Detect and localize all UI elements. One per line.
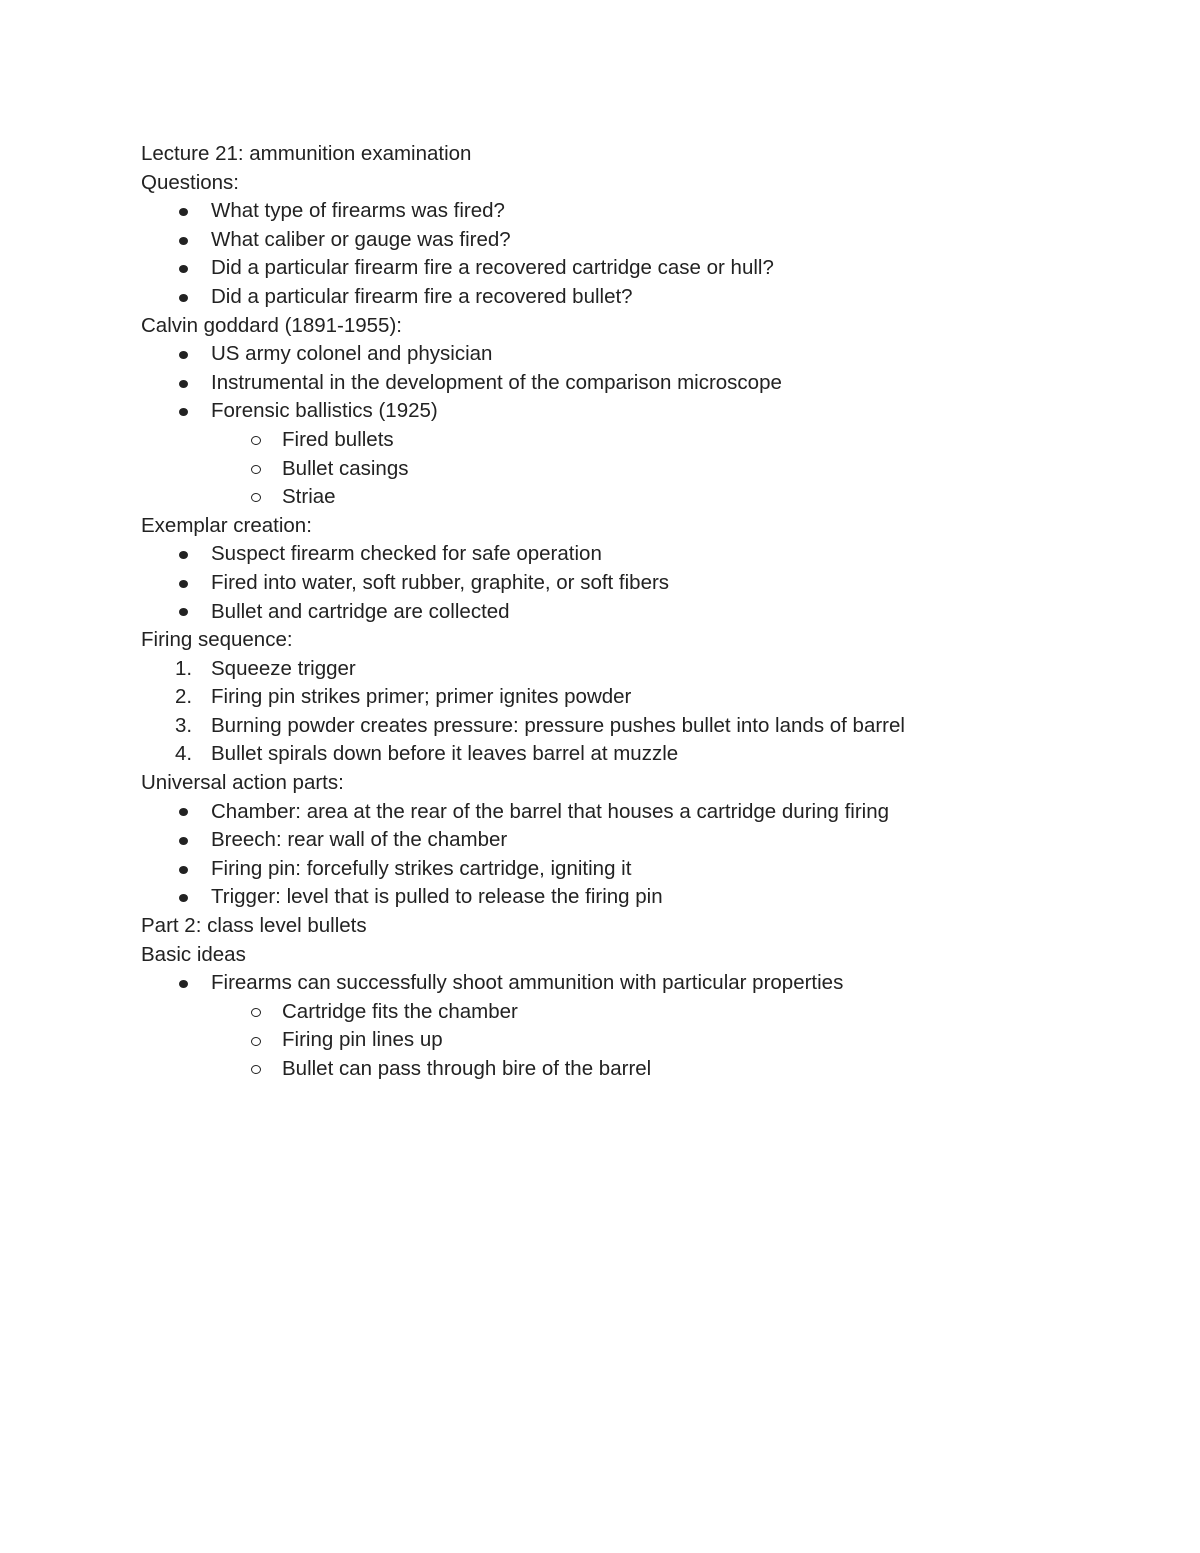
numbered-list-item: [141, 740, 1041, 769]
bullet-icon: [179, 569, 188, 598]
numbered-list-item: [141, 655, 1041, 684]
section-heading-questions: Questions:: [141, 170, 239, 194]
list-number: 3.: [175, 713, 193, 737]
bullet-icon: [179, 226, 188, 255]
list-item-text: Firearms can successfully shoot ammunition with particular properties: [211, 971, 844, 995]
sub-list-item-text: Cartridge fits the chamber: [282, 999, 518, 1023]
list-item: [141, 569, 1041, 598]
sub-list-item: [141, 426, 1041, 455]
list-item: [141, 598, 1041, 627]
bullet-icon: [179, 798, 188, 827]
bullet-icon: [179, 855, 188, 884]
sub-list-item: [141, 455, 1041, 484]
section-heading-firing-sequence: Firing sequence:: [141, 628, 293, 652]
hollow-bullet-icon: [251, 455, 261, 484]
list-item: [141, 369, 1041, 398]
document-page: [141, 140, 1041, 1084]
list-item: [141, 826, 1041, 855]
hollow-bullet-icon: [251, 483, 261, 512]
list-item-text: What type of firearms was fired?: [211, 199, 505, 223]
bullet-icon: [179, 340, 188, 369]
list-item-text: US army colonel and physician: [211, 342, 493, 366]
list-item-text: Did a particular firearm fire a recovered cartridge case or hull?: [211, 256, 774, 280]
sub-list-item: [141, 483, 1041, 512]
list-item-text: Bullet and cartridge are collected: [211, 599, 510, 623]
section-heading-exemplar-creation: Exemplar creation:: [141, 513, 312, 537]
list-item-text: Fired into water, soft rubber, graphite, or soft fibers: [211, 570, 670, 594]
bullet-icon: [179, 254, 188, 283]
list-item-text: Bullet spirals down before it leaves barrel at muzzle: [211, 742, 679, 766]
section-heading-calvin-goddard: Calvin goddard (1891-1955):: [141, 313, 402, 337]
list-item: [141, 254, 1041, 283]
bullet-icon: [179, 397, 188, 426]
section-heading-basic-ideas: Basic ideas: [141, 942, 246, 966]
section-heading-universal-action-parts: Universal action parts:: [141, 771, 344, 795]
list-item-text: Chamber: area at the rear of the barrel that houses a cartridge during firing: [211, 799, 890, 823]
list-item: [141, 197, 1041, 226]
list-item: [141, 540, 1041, 569]
list-item: [141, 340, 1041, 369]
list-item-text: Suspect firearm checked for safe operation: [211, 542, 602, 566]
list-item-text: Instrumental in the development of the comparison microscope: [211, 370, 782, 394]
bullet-icon: [179, 197, 188, 226]
sub-list-item-text: Fired bullets: [282, 427, 394, 451]
hollow-bullet-icon: [251, 998, 261, 1027]
bullet-icon: [179, 826, 188, 855]
list-item: [141, 798, 1041, 827]
hollow-bullet-icon: [251, 426, 261, 455]
section-heading-part-2: Part 2: class level bullets: [141, 914, 367, 938]
list-item: [141, 883, 1041, 912]
sub-list-item: [141, 998, 1041, 1027]
sub-list-item-text: Striae: [282, 485, 336, 509]
list-item: [141, 855, 1041, 884]
sub-list-item-text: Bullet can pass through bire of the barrel: [282, 1057, 652, 1080]
list-item-text: Burning powder creates pressure: pressure pushes bullet into lands of barrel: [211, 713, 905, 737]
list-item-text: Firing pin strikes primer; primer ignites powder: [211, 685, 632, 709]
list-number: 1.: [175, 656, 193, 680]
sub-list-item-text: Bullet casings: [282, 456, 409, 480]
list-item: [141, 226, 1041, 255]
numbered-list-item: [141, 683, 1041, 712]
sub-list-item: [141, 1055, 1041, 1084]
list-item-text: What caliber or gauge was fired?: [211, 227, 511, 251]
list-item: [141, 397, 1041, 426]
sub-list-item-text: Firing pin lines up: [282, 1028, 443, 1052]
hollow-bullet-icon: [251, 1026, 261, 1055]
hollow-bullet-icon: [251, 1055, 261, 1084]
list-item-text: Forensic ballistics (1925): [211, 399, 438, 423]
bullet-icon: [179, 883, 188, 912]
list-item-text: Did a particular firearm fire a recovered bullet?: [211, 284, 633, 308]
list-item-text: Trigger: level that is pulled to release the firing pin: [211, 885, 663, 909]
sub-list-item: [141, 1026, 1041, 1055]
list-number: 4.: [175, 742, 193, 766]
bullet-icon: [179, 540, 188, 569]
list-item: [141, 969, 1041, 998]
bullet-icon: [179, 283, 188, 312]
numbered-list-item: [141, 712, 1041, 741]
list-number: 2.: [175, 685, 193, 709]
list-item-text: Firing pin: forcefully strikes cartridge, igniting it: [211, 856, 632, 880]
bullet-icon: [179, 598, 188, 627]
bullet-icon: [179, 969, 188, 998]
list-item: [141, 283, 1041, 312]
list-item-text: Squeeze trigger: [211, 656, 356, 680]
bullet-icon: [179, 369, 188, 398]
document-title: Lecture 21: ammunition examination: [141, 142, 472, 165]
list-item-text: Breech: rear wall of the chamber: [211, 828, 508, 852]
